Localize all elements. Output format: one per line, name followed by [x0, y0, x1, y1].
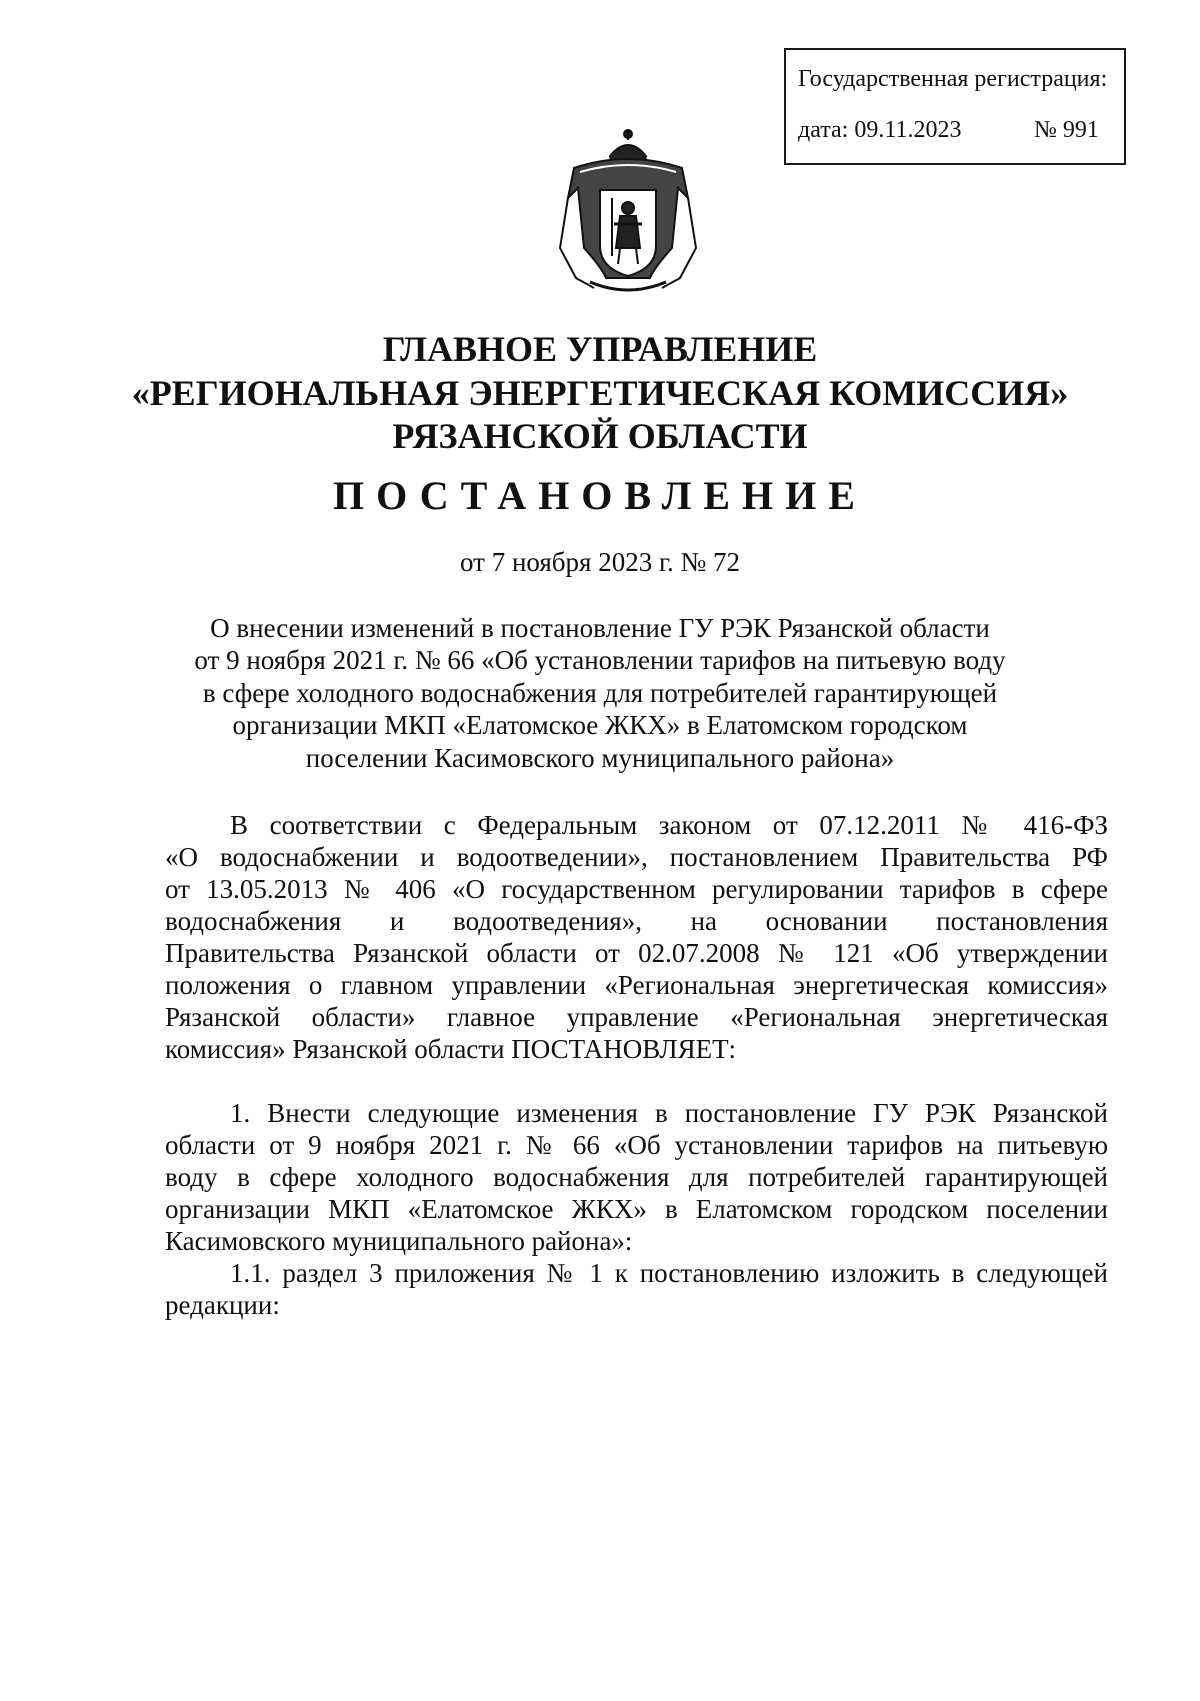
item-1-line: 1. Внести следующие изменения в постановление ГУ РЭК Рязанской	[230, 1098, 1108, 1128]
registration-stamp	[784, 48, 1126, 165]
item-1-line: воду в сфере холодного водоснабжения для потребителей гарантирующей	[165, 1162, 1108, 1192]
item-1-1-line: 1.1. раздел 3 приложения № 1 к постановлению изложить в следующей	[230, 1258, 1108, 1288]
registration-title: Государственная регистрация:	[798, 66, 1108, 92]
preamble-line: В соответствии с Федеральным законом от 07.12.2011 № 416-ФЗ	[230, 810, 1108, 840]
document-type: ПОСТАНОВЛЕНИЕ	[333, 473, 867, 518]
subject-line: поселении Касимовского муниципального района»	[305, 743, 895, 773]
preamble-line: от 13.05.2013 № 406 «О государственном регулировании тарифов в сфере	[165, 874, 1108, 904]
registration-date: дата: 09.11.2023	[798, 117, 962, 143]
item-1-line: организации МКП «Елатомское ЖКХ» в Елатомском городском поселении	[165, 1194, 1108, 1224]
authority-name-line-1: ГЛАВНОЕ УПРАВЛЕНИЕ	[382, 329, 818, 369]
subject-line: О внесении изменений в постановление ГУ РЭК Рязанской области	[210, 613, 990, 643]
subject-line: от 9 ноября 2021 г. № 66 «Об установлении тарифов на питьевую воду	[194, 645, 1006, 675]
preamble-line: комиссия» Рязанской области ПОСТАНОВЛЯЕТ:	[165, 1034, 737, 1064]
subject-line: организации МКП «Елатомское ЖКХ» в Елатомском городском	[232, 710, 968, 740]
item-1-line: области от 9 ноября 2021 г. № 66 «Об установлении тарифов на питьевую	[165, 1130, 1108, 1160]
preamble-line: Правительства Рязанской области от 02.07.2008 № 121 «Об утверждении	[165, 938, 1108, 968]
ryazan-coat-of-arms-icon	[554, 128, 702, 296]
preamble-line: Рязанской области» главное управление «Региональная энергетическая	[165, 1002, 1108, 1032]
registration-number: № 991	[1034, 117, 1099, 143]
authority-name-line-2: «РЕГИОНАЛЬНАЯ ЭНЕРГЕТИЧЕСКАЯ КОМИССИЯ»	[131, 373, 1069, 413]
subject-line: в сфере холодного водоснабжения для потребителей гарантирующей	[202, 678, 998, 708]
authority-name-line-3: РЯЗАНСКОЙ ОБЛАСТИ	[392, 416, 808, 456]
preamble-line: положения о главном управлении «Региональная энергетическая комиссия»	[165, 970, 1108, 1000]
item-1-line: Касимовского муниципального района»:	[165, 1226, 633, 1256]
item-1-1-line: редакции:	[165, 1290, 280, 1320]
preamble-line: водоснабжения и водоотведения», на основании постановления	[165, 906, 1108, 936]
document-date-number: от 7 ноября 2023 г. № 72	[460, 547, 740, 577]
preamble-line: «О водоснабжении и водоотведении», постановлением Правительства РФ	[165, 842, 1108, 872]
